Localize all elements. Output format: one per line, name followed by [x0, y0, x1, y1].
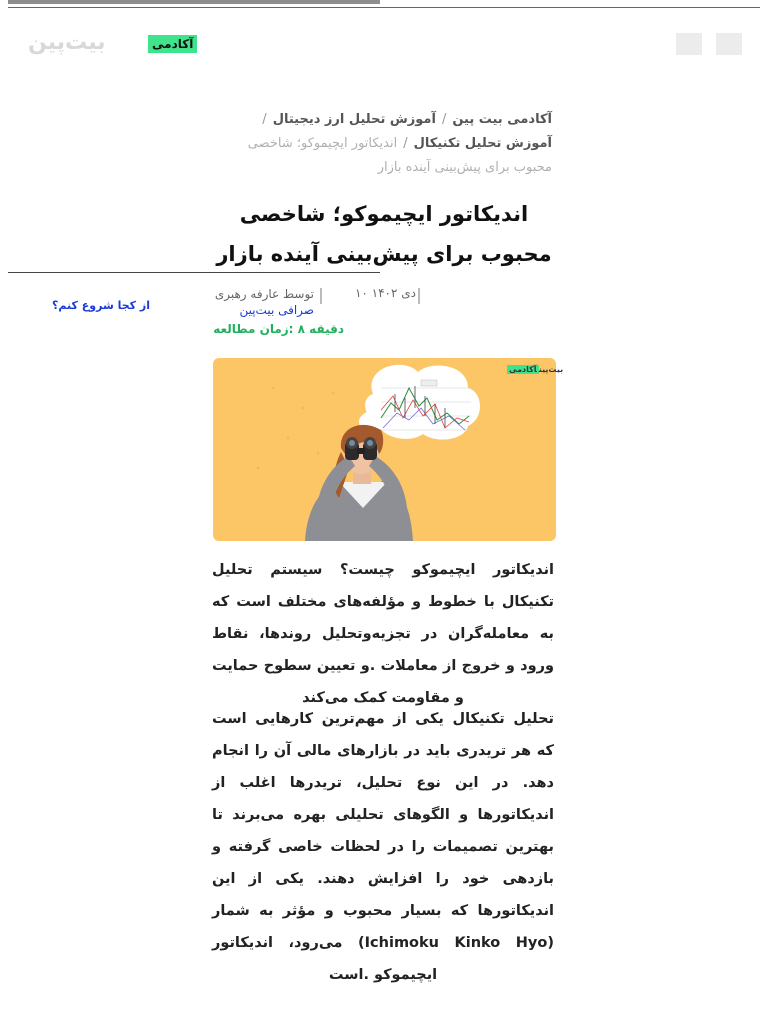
- header-divider: [8, 272, 380, 273]
- breadcrumb-link[interactable]: آموزش تحلیل ارز دیجیتال: [272, 112, 436, 127]
- reading-progress-bar: [8, 0, 760, 8]
- site-logo[interactable]: [28, 30, 194, 58]
- breadcrumb-link[interactable]: آموزش: [505, 136, 552, 151]
- reading-time: دقیقه ۸ :زمان مطالعه: [213, 322, 344, 336]
- article-hero-image: [213, 358, 564, 541]
- breadcrumb-separator: /: [441, 112, 447, 127]
- breadcrumb-link[interactable]: آکادمی بیت پین: [452, 112, 552, 127]
- meta-divider: [418, 288, 420, 304]
- author-name: توسط عارفه رهبری: [214, 287, 314, 301]
- hero-logo: [505, 365, 563, 374]
- breadcrumb-link[interactable]: تحلیل تکنیکال: [413, 136, 502, 151]
- logo-wordmark: بیت‌پین: [28, 30, 106, 55]
- article-paragraph: اندیکاتور ایچیموکو چیست؟ سیستم تحلیل تکنیکال با خطوط و مؤلفه‌های مختلف است که به معامله‌گران در تجزیه‌وتحلیل روندها، نقاط ورود و خروج از معاملات .و تعیین سطوح حمایت و مقاومت کمک می‌کند: [212, 562, 554, 706]
- hero-logo-badge: آکادمی: [509, 365, 537, 374]
- breadcrumb-separator: /: [403, 136, 408, 151]
- publish-date: دی ۱۴۰۲ ۱۰: [354, 286, 416, 300]
- breadcrumb-separator: /: [262, 112, 267, 127]
- exchange-link[interactable]: صرافی بیت‌پین: [239, 303, 314, 317]
- article-title: اندیکاتور ایچیموکو؛ شاخصی محبوب برای پیش‌بینی آینده بازار: [216, 202, 552, 266]
- menu-icon[interactable]: [716, 33, 742, 55]
- hero-logo-word: بیت‌پین: [538, 365, 564, 374]
- reading-progress-fill: [8, 0, 380, 4]
- author-block: [180, 286, 314, 318]
- logo-badge: آکادمی: [148, 35, 197, 53]
- search-icon[interactable]: [676, 33, 702, 55]
- breadcrumb: [212, 108, 552, 180]
- breadcrumb-current: اندیکاتور ایچیموکو؛ شاخصی محبوب برای پیش‌بینی آینده بازار: [247, 136, 552, 175]
- meta-divider: [320, 288, 322, 304]
- start-here-link[interactable]: از کجا شروع کنم؟: [52, 299, 150, 312]
- hero-illustration: [213, 358, 556, 541]
- article-paragraph: تحلیل تکنیکال یکی از مهم‌ترین کارهایی است که هر تریدری باید در بازارهای مالی آن را انجام دهد. در این نوع تحلیل، تریدرها اغلب از اندیکاتورها و الگوهای تحلیلی بهره می‌برند تا بهترین تصمیمات را در لحظات خاصی گرفته و بازدهی خود را افزایش دهند. یکی از این اندیکاتورها که بسیار محبوب و مؤثر به شمار (Ichimoku Kinko Hyo) می‌رود، اندیکاتور ایچیموکو .است: [212, 711, 554, 983]
